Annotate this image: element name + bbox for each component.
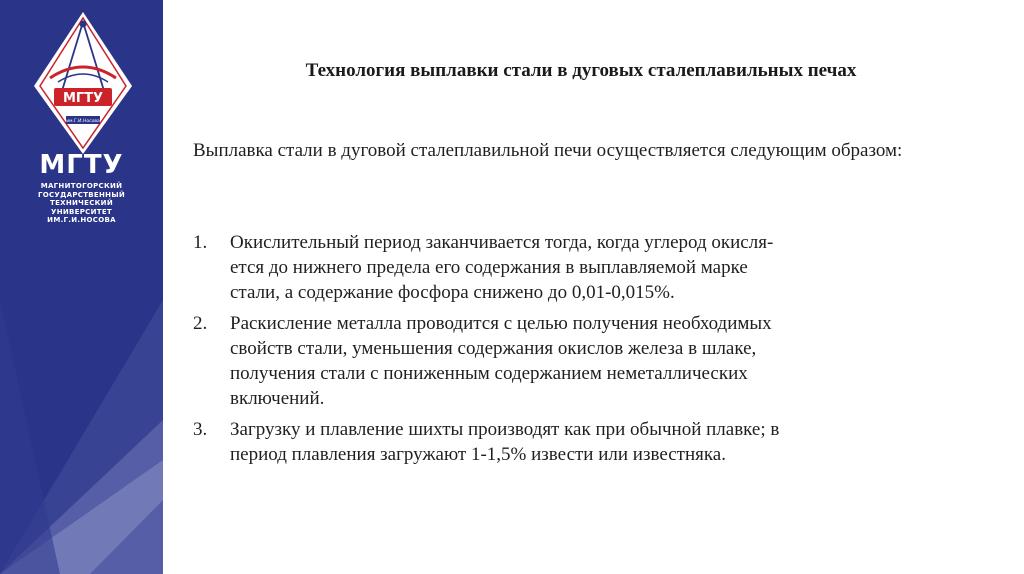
svg-text:МГТУ: МГТУ — [62, 91, 104, 106]
brand-block — [0, 150, 163, 225]
brand-line: УНИВЕРСИТЕТ — [51, 207, 112, 216]
list-item-number: 3. — [193, 419, 208, 440]
list-item — [193, 417, 983, 467]
university-logo — [28, 8, 138, 158]
slide-content — [163, 0, 1024, 574]
brand-subtitle — [0, 182, 163, 225]
list-item-text: Раскисление металла проводится с целью получения необходимых свойств стали, уменьшения содержания окислов железа в шлаке, получения стали с пониженным содержанием неметаллических включений. — [230, 313, 772, 409]
list-item-text: Загрузку и плавление шихты производят как при обычной плавке; в период плавления загружают 1-1,5% извести или известняка. — [230, 419, 780, 465]
intro-paragraph: Выплавка стали в дуговой сталеплавильной печи осуществляется следующим образом: — [193, 140, 903, 161]
list-item-number: 2. — [193, 313, 208, 334]
numbered-list — [193, 230, 983, 473]
list-item — [193, 311, 983, 411]
list-item-number: 1. — [193, 232, 208, 253]
brand-name: МГТУ — [39, 150, 124, 180]
list-item — [193, 230, 983, 305]
brand-line: ИМ.Г.И.НОСОВА — [47, 216, 116, 225]
brand-line: МАГНИТОГОРСКИЙ — [40, 182, 123, 190]
brand-line: ГОСУДАРСТВЕННЫЙ — [37, 190, 126, 199]
brand-line: ТЕХНИЧЕСКИЙ — [50, 199, 113, 208]
slide-title: Технология выплавки стали в дуговых сталеплавильных печах — [305, 60, 857, 81]
sidebar-panel — [0, 0, 163, 574]
svg-text:им.Г.И.Носова: им.Г.И.Носова — [66, 119, 100, 124]
list-item-text: Окислительный период заканчивается тогда, когда углерод окисля-ется до нижнего предела его содержания в выплавляемой марке стали, а содержание фосфора снижено до 0,01-0,015%. — [230, 232, 774, 303]
